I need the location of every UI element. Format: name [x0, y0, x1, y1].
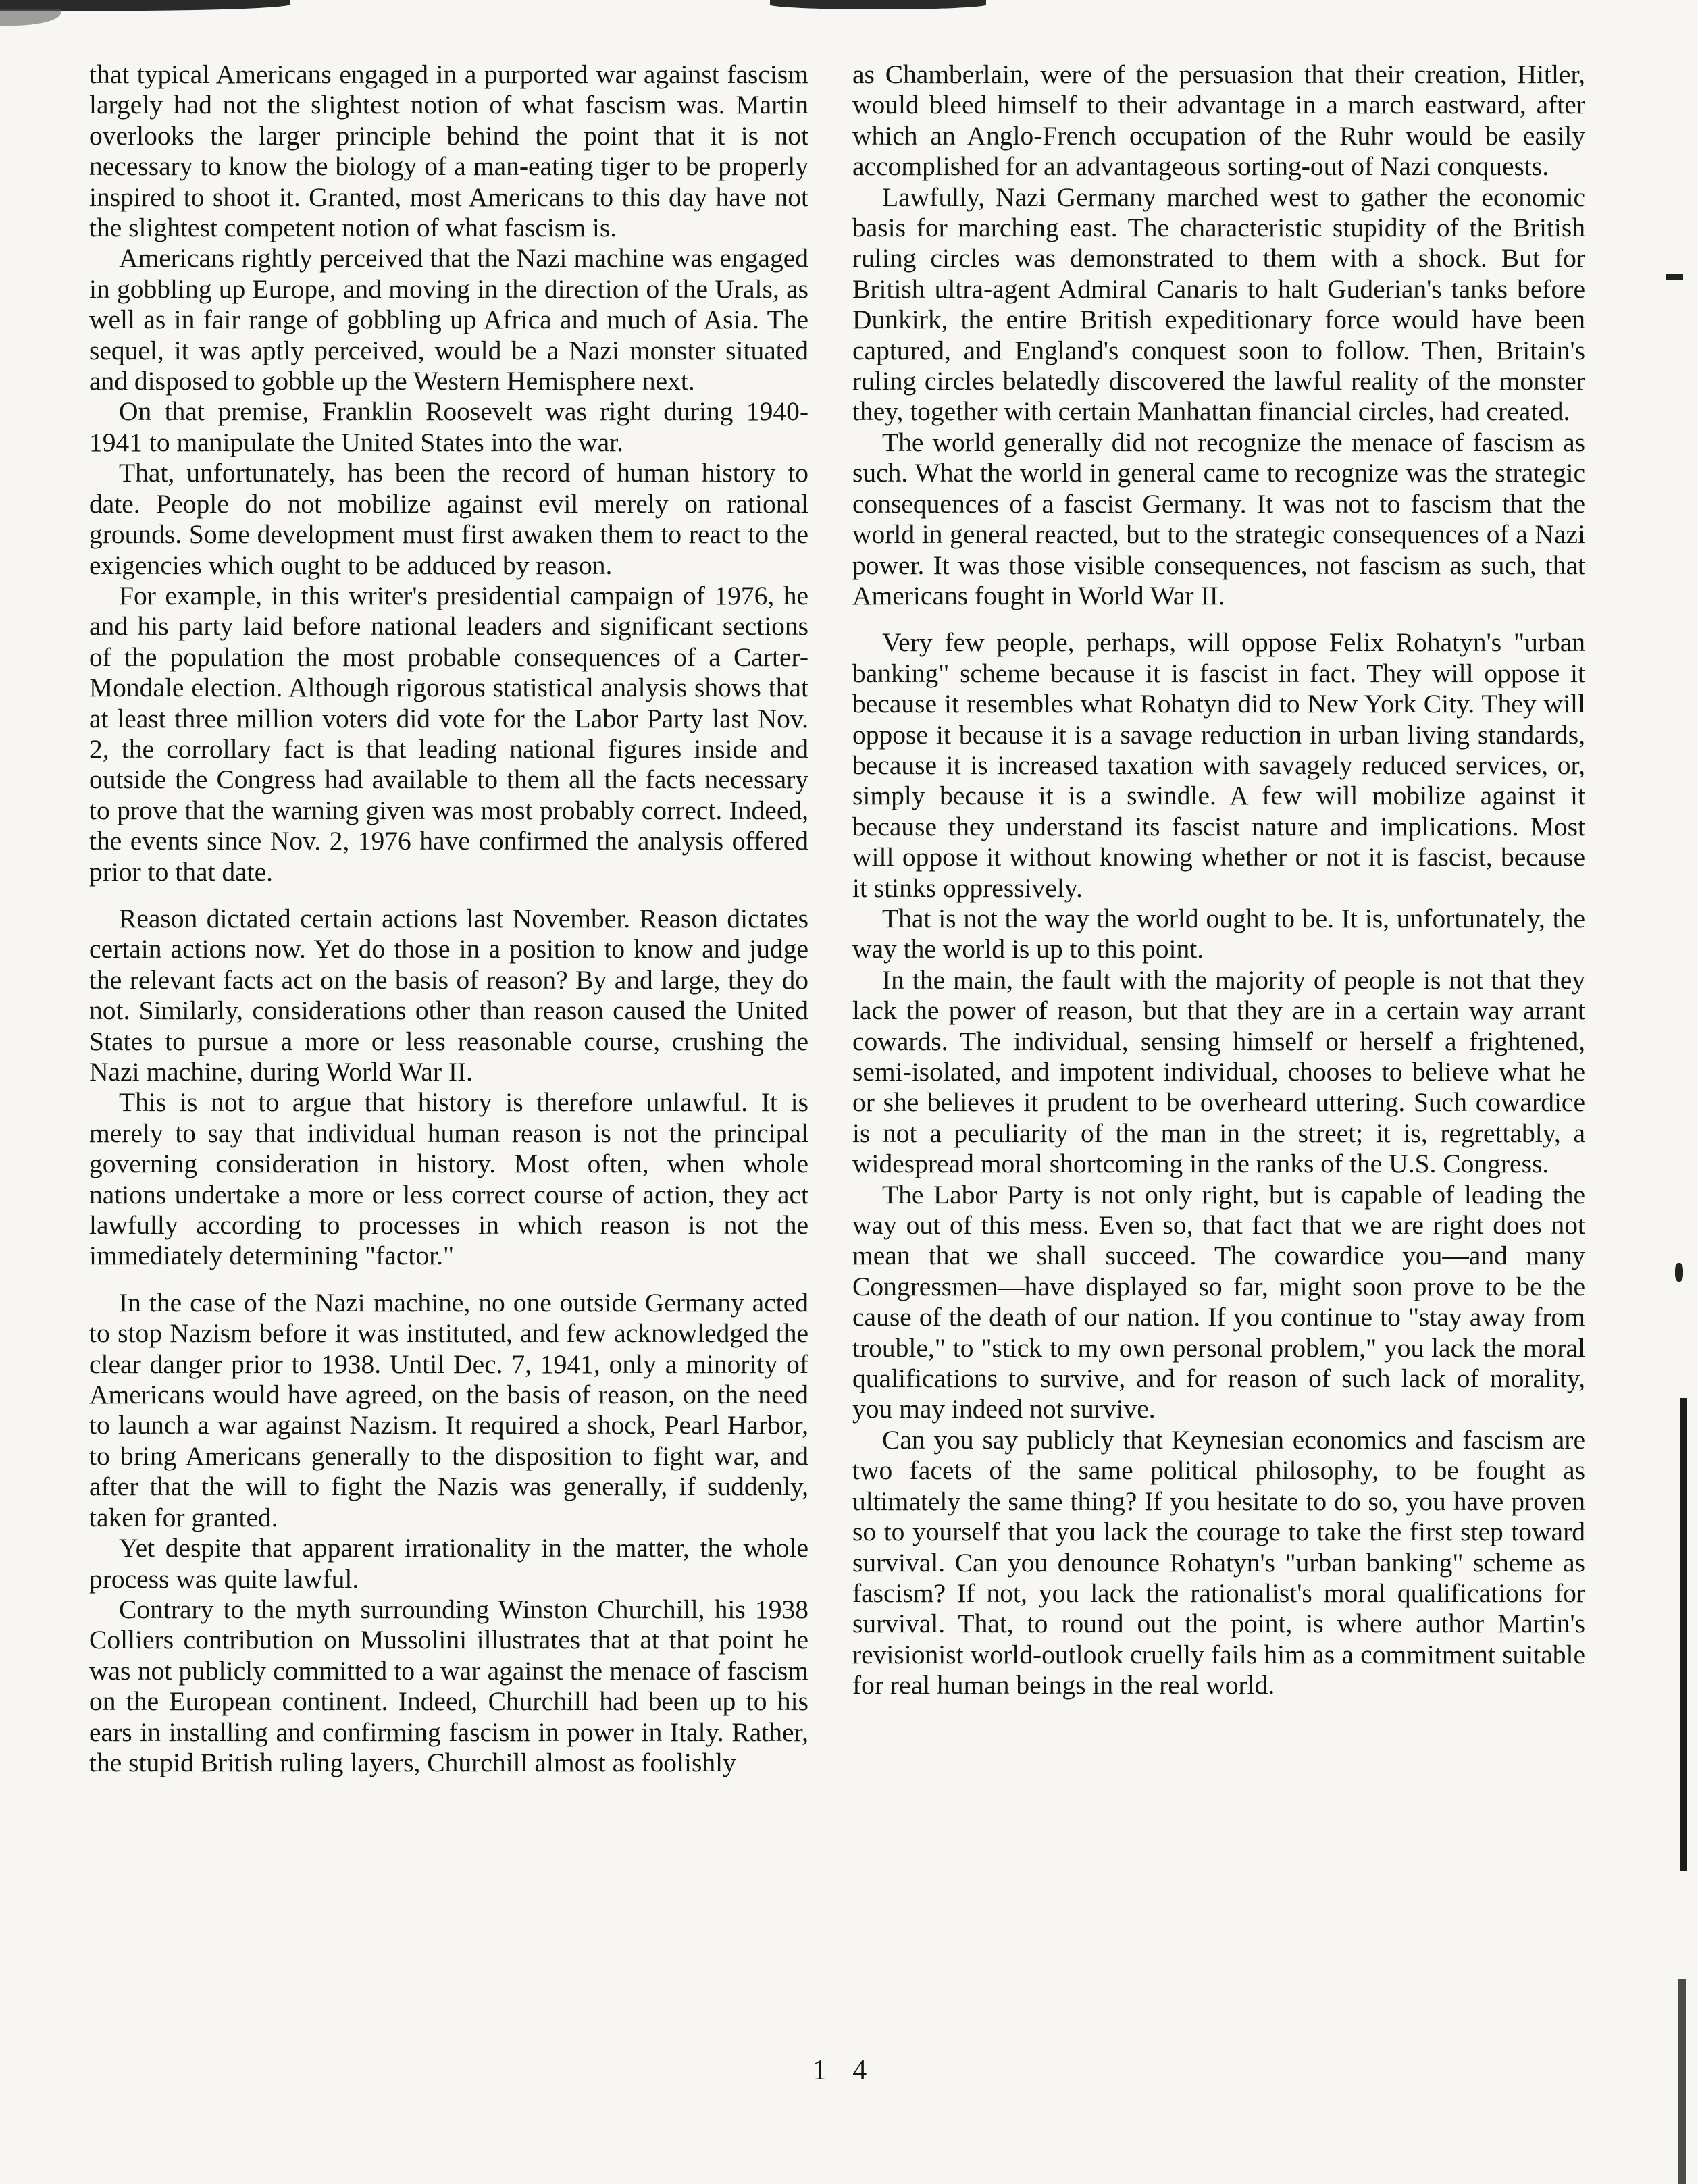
paragraph: Can you say publicly that Keynesian economics and fascism are two facets of the same political philosophy, to be fought as ultimately the same thing? If you hesitate to do so, you have proven so to yourself that you lack the courage to take the first step toward survival. Can you denounce Rohatyn's "urban banking" scheme as fascism? If not, you lack the rationalist's moral qualifications for survival. That, to round out the point, is where author Martin's revisionist world-outlook cruelly fails him as a commitment suitable for real human beings in the real world. [852, 1424, 1585, 1700]
paragraph: Yet despite that apparent irrationality in the matter, the whole process was quite lawful. [89, 1533, 808, 1594]
scan-artifact [0, 9, 61, 26]
right-column [852, 59, 1585, 1701]
left-column [89, 59, 808, 1778]
paragraph: as Chamberlain, were of the persuasion that their creation, Hitler, would bleed himself to their advantage in a march eastward, after which an Anglo-French occupation of the Ruhr would be easily accomplished for an advantageous sorting-out of Nazi conquests. [852, 59, 1585, 182]
paragraph: Very few people, perhaps, will oppose Felix Rohatyn's "urban banking" scheme because it is fascist in fact. They will oppose it because it resembles what Rohatyn did to New York City. They will oppose it because it is a savage reduction in urban living standards, because it is increased taxation with savagely reduced services, or, simply because it is a swindle. A few will mobilize against it because they understand its fascist nature and implications. Most will oppose it without knowing whether or not it is fascist, because it stinks oppressively. [852, 627, 1585, 903]
paragraph: On that premise, Franklin Roosevelt was right during 1940-1941 to manipulate the United States into the war. [89, 396, 808, 457]
paragraph: Reason dictated certain actions last November. Reason dictates certain actions now. Yet do those in a position to know and judge the relevant facts act on the basis of reason? By and large, they do not. Similarly, considerations other than reason caused the United States to pursue a more or less reasonable course, crushing the Nazi machine, during World War II. [89, 903, 808, 1087]
paragraph: In the case of the Nazi machine, no one outside Germany acted to stop Nazism before it was instituted, and few acknowledged the clear danger prior to 1938. Until Dec. 7, 1941, only a minority of Americans would have agreed, on the basis of reason, on the need to launch a war against Nazism. It required a shock, Pearl Harbor, to bring Americans generally to the disposition to fight war, and after that the will to fight the Nazis was generally, if suddenly, taken for granted. [89, 1287, 808, 1532]
scan-artifact [1675, 1263, 1683, 1282]
scan-artifact [770, 0, 986, 9]
paragraph: That, unfortunately, has been the record of human history to date. People do not mobilize against evil merely on rational grounds. Some development must first awaken them to react to the exigencies which ought to be adduced by reason. [89, 458, 808, 580]
paragraph: That is not the way the world ought to be. It is, unfortunately, the way the world is up to this point. [852, 903, 1585, 964]
paragraph: Lawfully, Nazi Germany marched west to gather the economic basis for marching east. The characteristic stupidity of the British ruling circles was demonstrated to them with a shock. But for British ultra-agent Admiral Canaris to halt Guderian's tanks before Dunkirk, the entire British expeditionary force would have been captured, and England's conquest soon to follow. Then, Britain's ruling circles belatedly discovered the lawful reality of the monster they, together with certain Manhattan financial circles, had created. [852, 182, 1585, 427]
paragraph: Contrary to the myth surrounding Winston Churchill, his 1938 Colliers contribution on Mussolini illustrates that at that point he was not publicly committed to a war against the menace of fascism on the European continent. Indeed, Churchill had been up to his ears in installing and confirming fascism in power in Italy. Rather, the stupid British ruling layers, Churchill almost as foolishly [89, 1594, 808, 1777]
scan-artifact [1680, 1398, 1687, 1871]
paragraph: In the main, the fault with the majority of people is not that they lack the power of reason, but that they are in a certain way arrant cowards. The individual, sensing himself or herself a frightened, semi-isolated, and impotent individual, chooses to believe what he or she believes it prudent to be overheard uttering. Such cowardice is not a peculiarity of the man in the street; it is, regrettably, a widespread moral shortcoming in the ranks of the U.S. Congress. [852, 964, 1585, 1179]
paragraph: Americans rightly perceived that the Nazi machine was engaged in gobbling up Europe, and moving in the direction of the Urals, as well as in fair range of gobbling up Africa and much of Asia. The sequel, it was aptly perceived, would be a Nazi monster situated and disposed to gobble up the Western Hemisphere next. [89, 243, 808, 396]
paragraph: The Labor Party is not only right, but is capable of leading the way out of this mess. Even so, that fact that we are right does not mean that we shall succeed. The cowardice you—and many Congressmen—have displayed so far, might soon prove to be the cause of the death of our nation. If you continue to "stay away from trouble," to "stick to my own personal problem," you lack the moral qualifications to survive, and for reason of such lack of morality, you may indeed not survive. [852, 1179, 1585, 1424]
scan-artifact [1678, 1979, 1686, 2184]
paragraph: The world generally did not recognize the menace of fascism as such. What the world in general came to recognize was the strategic consequences of a fascist Germany. It was not to fascism that the world in general reacted, but to the strategic consequences of a Nazi power. It was those visible consequences, not fascism as such, that Americans fought in World War II. [852, 427, 1585, 610]
scan-artifact [1666, 274, 1683, 280]
paragraph: This is not to argue that history is therefore unlawful. It is merely to say that individual human reason is not the principal governing consideration in history. Most often, when whole nations undertake a more or less correct course of action, they act lawfully according to processes in which reason is not the immediately determining "factor." [89, 1087, 808, 1271]
paragraph: that typical Americans engaged in a purported war against fascism largely had not the slightest notion of what fascism was. Martin overlooks the larger principle behind the point that it is not necessary to know the biology of a man-eating tiger to be properly inspired to shoot it. Granted, most Americans to this day have not the slightest competent notion of what fascism is. [89, 59, 808, 243]
paragraph: For example, in this writer's presidential campaign of 1976, he and his party laid before national leaders and significant sections of the population the most probable consequences of a Carter-Mondale election. Although rigorous statistical analysis shows that at least three million voters did vote for the Labor Party last Nov. 2, the corrollary fact is that leading national figures inside and outside the Congress had available to them all the facts necessary to prove that the warning given was most probably correct. Indeed, the events since Nov. 2, 1976 have confirmed the analysis offered prior to that date. [89, 580, 808, 887]
page-number: 1 4 [812, 2055, 877, 2086]
